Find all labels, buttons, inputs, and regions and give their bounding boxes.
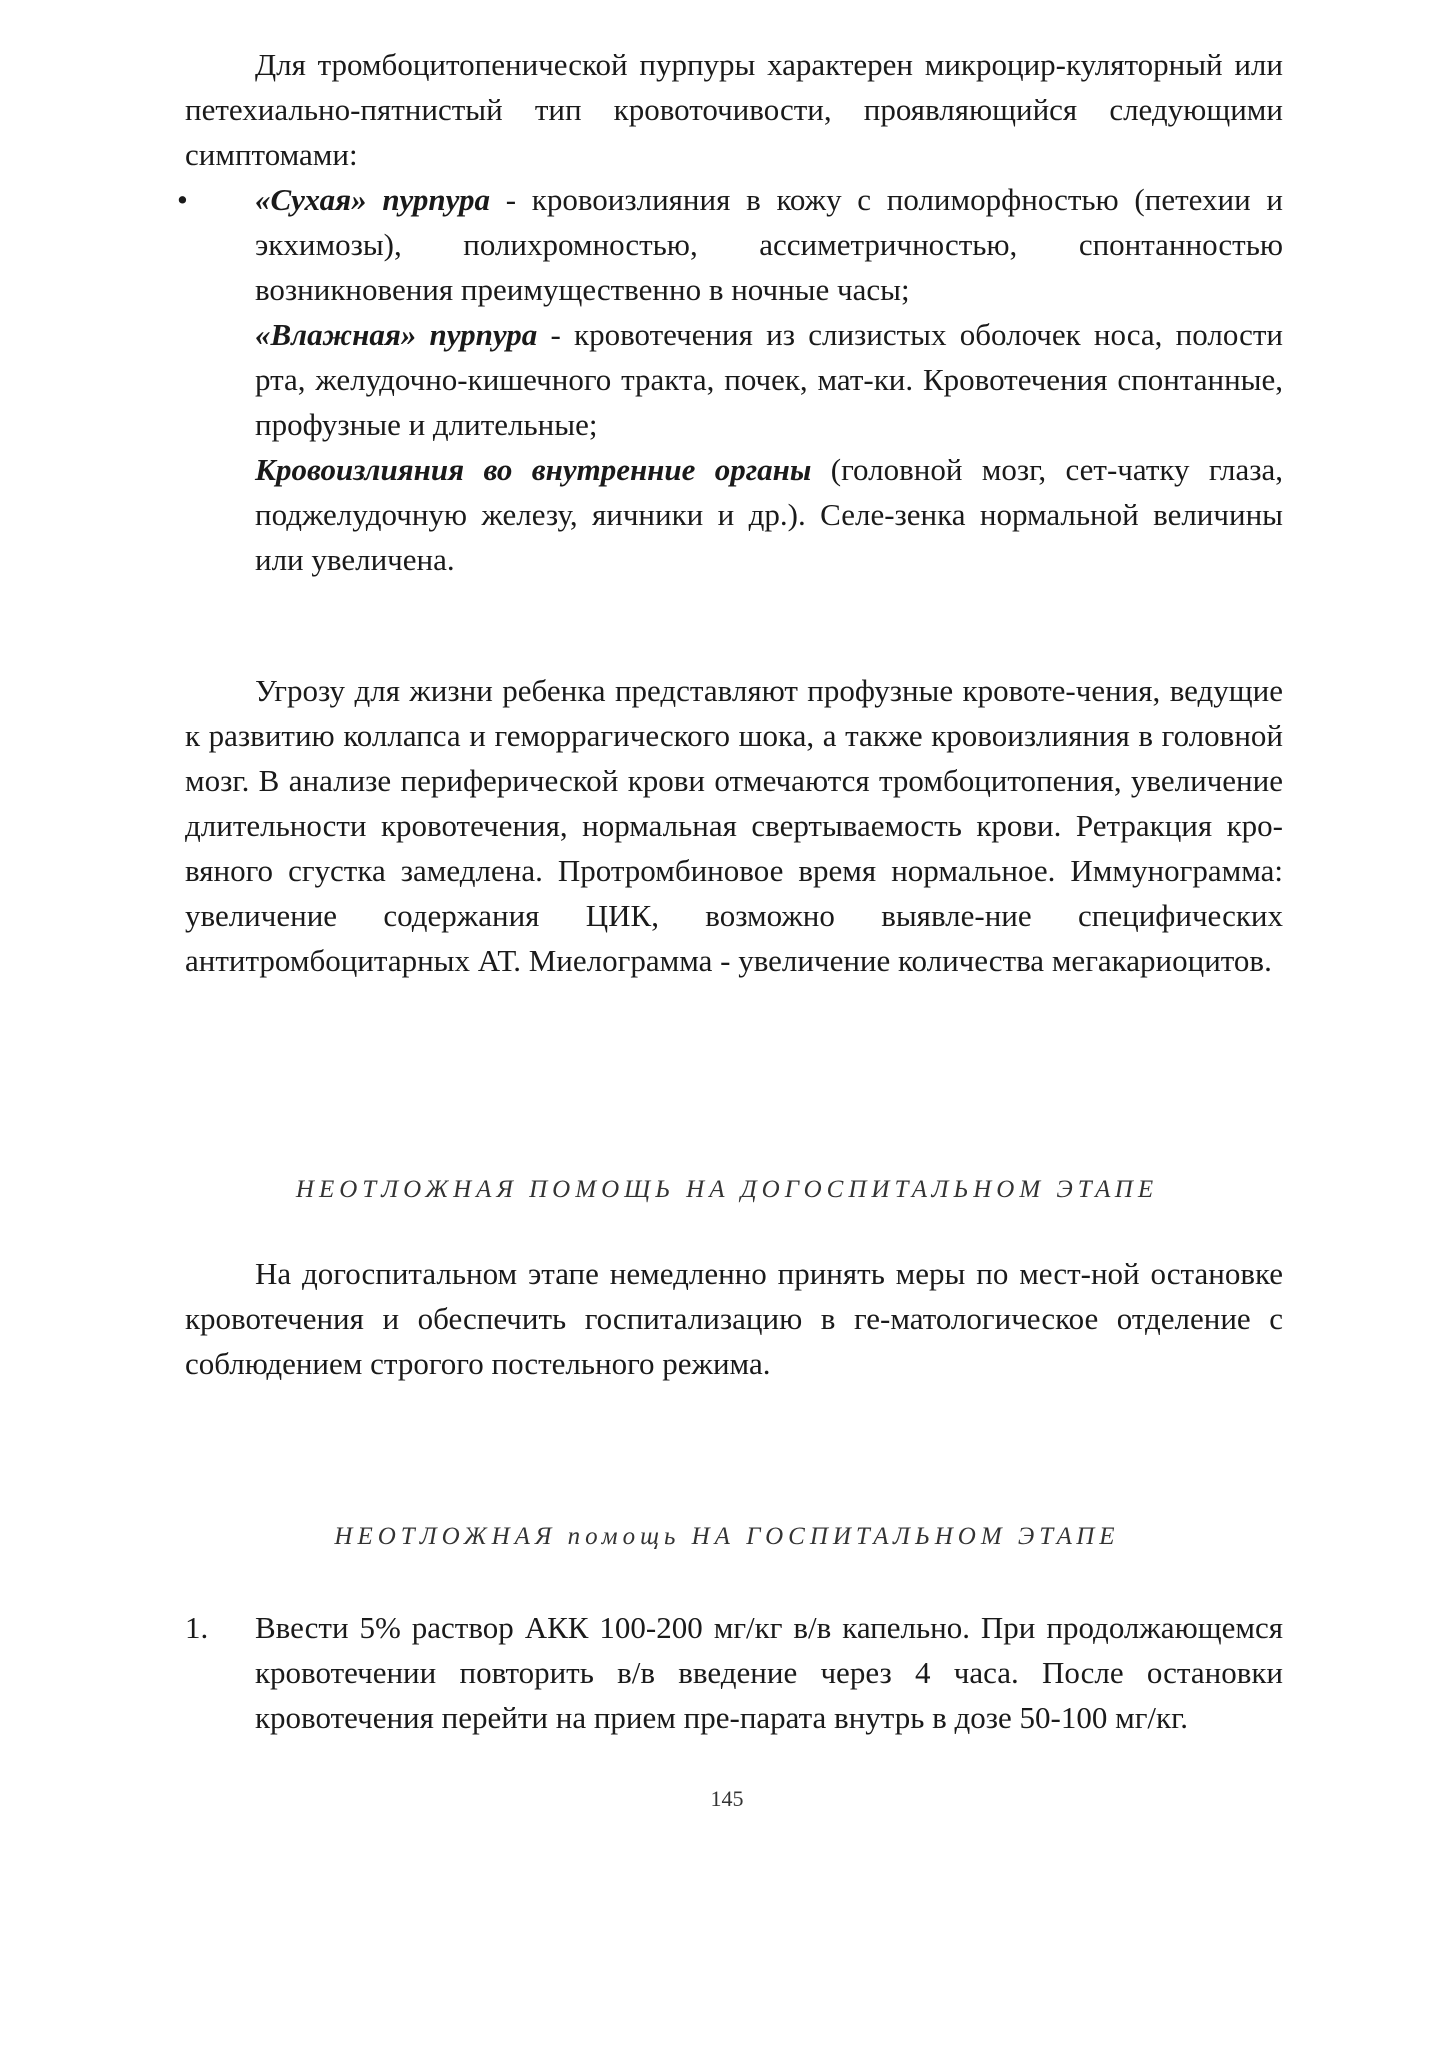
symptom-description: - кровотечения из слизистых оболочек носа, полости рта, желудочно-кишечного тракта, почек, мат-ки. Кровотечения спонтанные, профузные и длительные; [255, 317, 1283, 442]
symptom-description: - кровоизлияния в кожу с полиморфностью (петехии и экхимозы), полихромностью, ассиметричностью, спонтанностью возникновения преимущественно в ночные часы; [255, 182, 1283, 307]
hospital-heading: НЕОТЛОЖНАЯ помощь НА ГОСПИТАЛЬНОМ ЭТАПЕ [334, 1523, 1120, 1550]
symptom-term: «Влажная» пурпура [255, 317, 538, 352]
hospital-steps-list [185, 1605, 1283, 1740]
symptoms-list [177, 177, 1283, 582]
list-item [185, 447, 1283, 582]
symptom-term: «Сухая» пурпура [255, 182, 490, 217]
prehospital-heading: НЕОТЛОЖНАЯ ПОМОЩЬ НА ДОГОСПИТАЛЬНОМ ЭТАПЕ [295, 1176, 1159, 1203]
list-item [185, 1605, 1283, 1740]
intro-paragraph: Для тромбоцитопенической пурпуры характерен микроцир-куляторный или петехиально-пятнистый тип кровоточивости, проявляющийся следующими симптомами: [185, 47, 1283, 172]
bullet-icon: • [177, 182, 188, 217]
page-number: 145 [710, 1786, 744, 1811]
symptom-description: (головной мозг, сет-чатку глаза, поджелудочную железу, яичники и др.). Селе-зенка нормальной величины или увеличена. [255, 452, 1283, 577]
list-item [177, 177, 1283, 312]
list-item [185, 312, 1283, 447]
step-text: Ввести 5% раствор АКК 100-200 мг/кг в/в капельно. При продолжающемся кровотечении повторить в/в введение через 4 часа. После остановки кровотечения перейти на прием пре-парата внутрь в дозе 50-100 мг/кг. [255, 1610, 1283, 1735]
prehospital-paragraph: На догоспитальном этапе немедленно принять меры по мест-ной остановке кровотечения и обеспечить госпитализацию в ге-матологическое отделение с соблюдением строгого постельного режима. [185, 1256, 1283, 1381]
step-number: 1. [185, 1610, 209, 1645]
threat-paragraph: Угрозу для жизни ребенка представляют профузные кровоте-чения, ведущие к развитию коллапса и геморрагического шока, а также кровоизлияния в головной мозг. В анализе периферической крови отмечаются тромбоцитопения, увеличение длительности кровотечения, нормальная свертываемость крови. Ретракция кро-вяного сгустка замедлена. Протромбиновое время нормальное. Иммунограмма: увеличение содержания ЦИК, возможно выявле-ние специфических антитромбоцитарных АТ. Миелограмма - увеличение количества мегакариоцитов. [185, 673, 1283, 978]
symptom-term: Кровоизлияния во внутренние органы [255, 452, 812, 487]
